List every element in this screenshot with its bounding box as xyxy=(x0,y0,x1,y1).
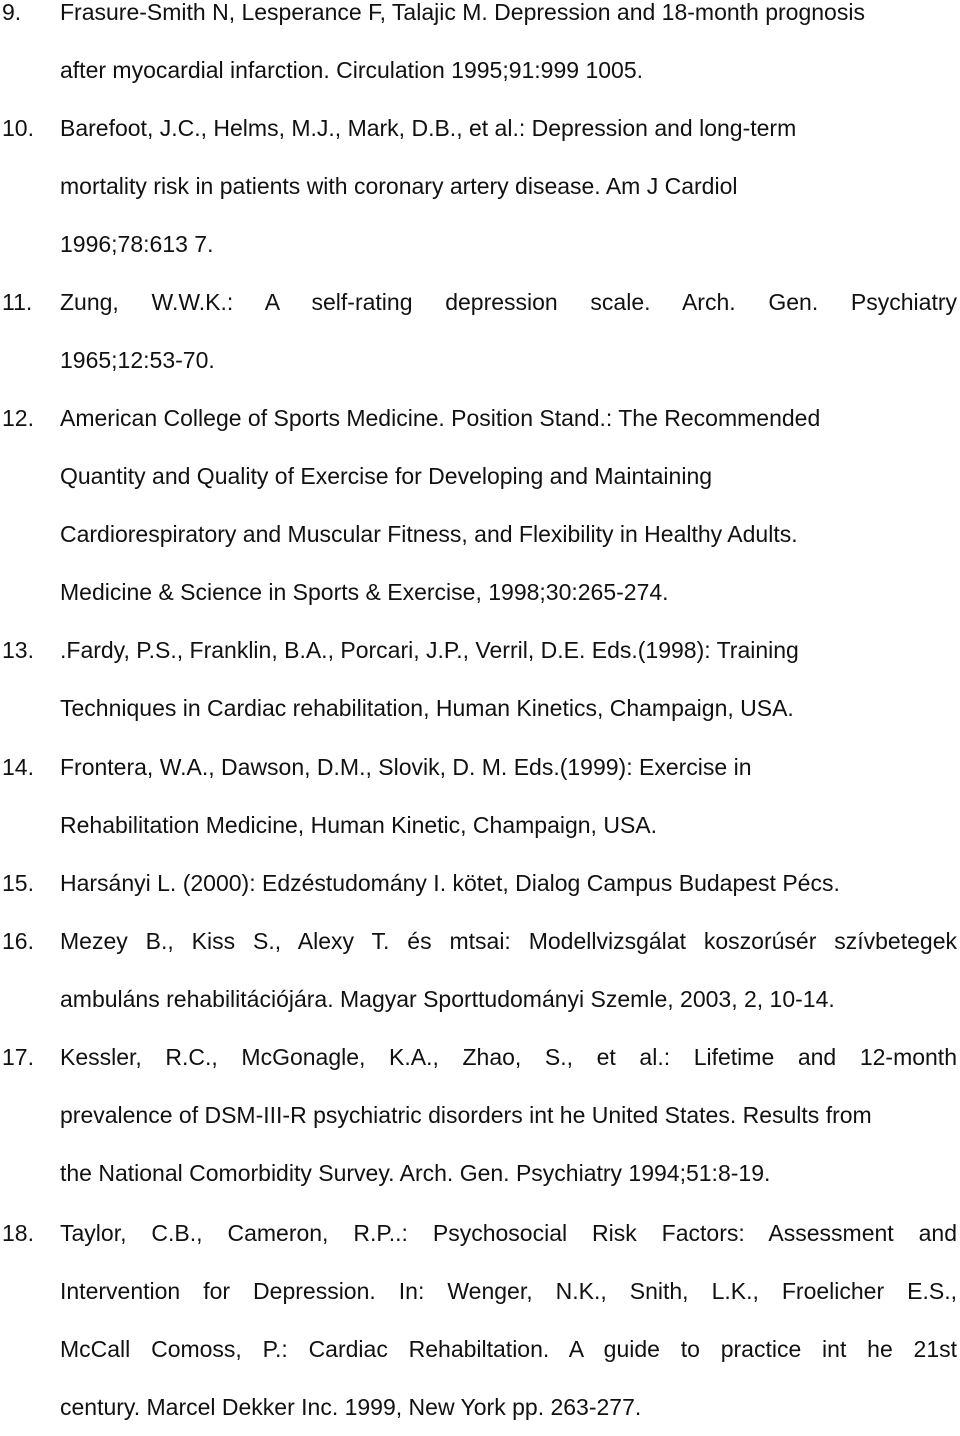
reference-number: 11. xyxy=(2,289,33,315)
reference-line: Rehabilitation Medicine, Human Kinetic, Champaign, USA. xyxy=(60,812,658,838)
reference-text xyxy=(60,0,957,99)
reference-line: .Fardy, P.S., Franklin, B.A., Porcari, J.P., Verril, D.E. Eds.(1998): Training xyxy=(60,637,799,663)
reference-number: 13. xyxy=(2,637,34,663)
reference-item xyxy=(0,738,960,854)
reference-text xyxy=(60,1028,957,1202)
reference-number: 14. xyxy=(2,754,34,780)
reference-item xyxy=(0,854,960,912)
reference-line: 1965;12:53-70. xyxy=(60,347,215,373)
reference-text xyxy=(60,738,957,854)
reference-item xyxy=(0,912,960,1028)
reference-line: Frontera, W.A., Dawson, D.M., Slovik, D. M. Eds.(1999): Exercise in xyxy=(60,754,752,780)
reference-number: 18. xyxy=(2,1220,34,1246)
reference-text xyxy=(60,621,957,737)
reference-line: Medicine & Science in Sports & Exercise, 1998;30:265-274. xyxy=(60,579,669,605)
reference-text xyxy=(60,273,957,389)
reference-number: 9. xyxy=(2,0,22,25)
reference-number: 15. xyxy=(2,870,34,896)
reference-number: 16. xyxy=(2,928,34,954)
reference-number: 17. xyxy=(2,1044,34,1070)
reference-item xyxy=(0,1204,960,1436)
reference-line: Harsányi L. (2000): Edzéstudomány I. kötet, Dialog Campus Budapest Pécs. xyxy=(60,870,840,896)
reference-line: Intervention for Depression. In: Wenger, N.K., Snith, L.K., Froelicher E.S., xyxy=(60,1278,957,1304)
reference-text xyxy=(60,389,957,621)
reference-text xyxy=(60,912,957,1028)
reference-line: Cardiorespiratory and Muscular Fitness, and Flexibility in Healthy Adults. xyxy=(60,521,798,547)
reference-text xyxy=(60,854,957,912)
reference-line: ambuláns rehabilitációjára. Magyar Sporttudományi Szemle, 2003, 2, 10-14. xyxy=(60,986,835,1012)
reference-item xyxy=(0,273,960,389)
reference-line: mortality risk in patients with coronary artery disease. Am J Cardiol xyxy=(60,173,738,199)
reference-number: 12. xyxy=(2,405,34,431)
reference-item xyxy=(0,389,960,621)
reference-line: the National Comorbidity Survey. Arch. Gen. Psychiatry 1994;51:8-19. xyxy=(60,1160,771,1186)
reference-line: Mezey B., Kiss S., Alexy T. és mtsai: Modellvizsgálat koszorúsér szívbetegek xyxy=(60,928,957,954)
reference-line: prevalence of DSM-III-R psychiatric disorders int he United States. Results from xyxy=(60,1102,872,1128)
reference-item xyxy=(0,0,960,99)
reference-line: 1996;78:613 7. xyxy=(60,231,214,257)
reference-line: McCall Comoss, P.: Cardiac Rehabiltation. A guide to practice int he 21st xyxy=(60,1336,957,1362)
reference-text xyxy=(60,99,957,273)
reference-line: Barefoot, J.C., Helms, M.J., Mark, D.B., et al.: Depression and long-term xyxy=(60,115,797,141)
reference-line: Quantity and Quality of Exercise for Developing and Maintaining xyxy=(60,463,713,489)
reference-line: Taylor, C.B., Cameron, R.P..: Psychosocial Risk Factors: Assessment and xyxy=(60,1220,957,1246)
reference-line: Zung, W.W.K.: A self-rating depression scale. Arch. Gen. Psychiatry xyxy=(60,289,957,315)
reference-line: century. Marcel Dekker Inc. 1999, New York pp. 263-277. xyxy=(60,1394,642,1420)
reference-line: Techniques in Cardiac rehabilitation, Human Kinetics, Champaign, USA. xyxy=(60,695,794,721)
reference-line: after myocardial infarction. Circulation 1995;91:999 1005. xyxy=(60,57,644,83)
reference-item xyxy=(0,1028,960,1202)
reference-text xyxy=(60,1204,957,1436)
reference-item xyxy=(0,621,960,737)
reference-item xyxy=(0,99,960,273)
reference-line: American College of Sports Medicine. Position Stand.: The Recommended xyxy=(60,405,821,431)
reference-line: Frasure-Smith N, Lesperance F, Talajic M. Depression and 18-month prognosis xyxy=(60,0,865,25)
reference-line: Kessler, R.C., McGonagle, K.A., Zhao, S., et al.: Lifetime and 12-month xyxy=(60,1044,957,1070)
reference-number: 10. xyxy=(2,115,34,141)
